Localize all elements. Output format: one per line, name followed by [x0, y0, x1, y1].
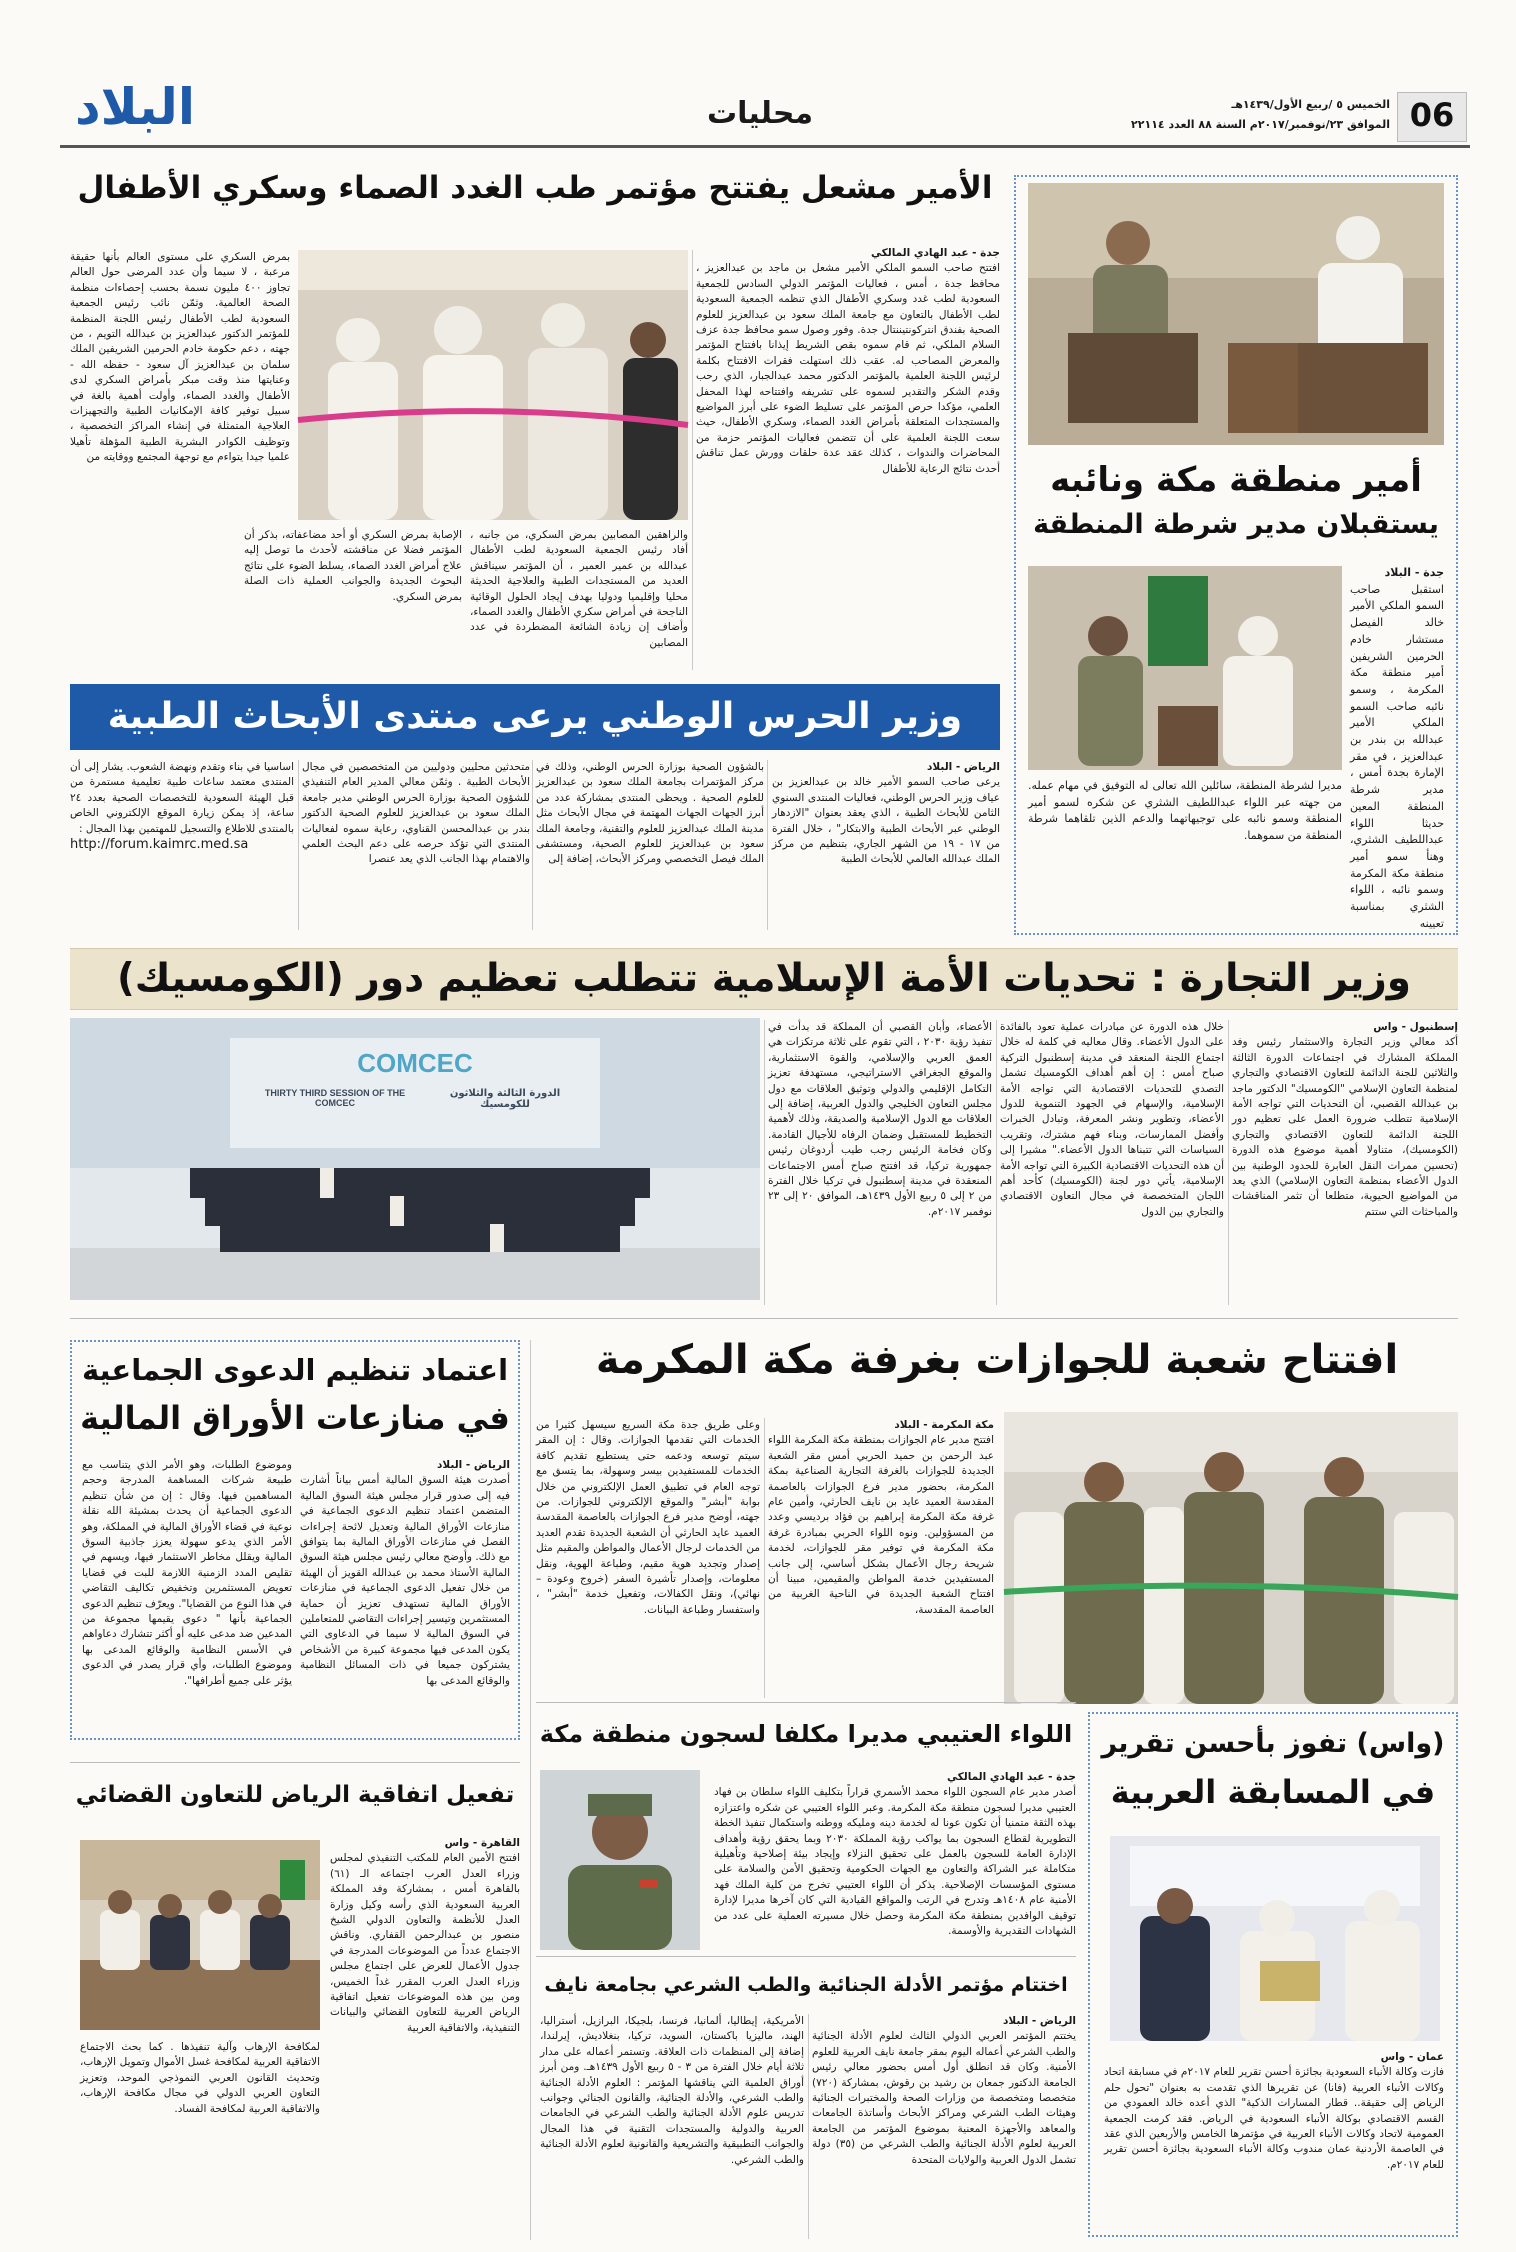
divider [808, 2014, 809, 2239]
judicial-col-1: القاهرة - واس افتتح الأمين العام للمكتب التنفيذي لمجلس وزراء العدل العرب اجتماعه الـ (٦١) بالقاهرة أمس ، بمشاركة وفد المملكة العربية السعودية الذي رأسه وكيل وزارة العدل للأنظمة والتعاون الدولي الشيخ منصور بن عبدالرحمن القفاري. وناقش الاجتماع عدداً من الموضوعات المدرجة في جدول الأعمال للعرض على اجتماع مجلس وزراء العدل العرب المقرر غداً الخميس، ومن بين هذه الموضوعات تفعيل اتفاقية الرياض العربية للتعاون القضائي والبيانات التنفيذية، والاتفاقية العربية [330, 1837, 520, 2034]
divider [1228, 1020, 1229, 1305]
section-rule [70, 1762, 520, 1763]
header-rule [60, 145, 1470, 148]
section-rule [536, 1956, 1076, 1957]
section-rule [70, 1318, 1458, 1319]
endocrine-dateline: جدة - عبد الهادي المالكي [871, 247, 1000, 259]
prisons-dateline: جدة - عبد الهادي المالكي [947, 1771, 1076, 1783]
was-award-headline-2: في المسابقة العربية [1110, 1773, 1436, 1811]
prisons-portrait-photo [540, 1770, 700, 1950]
was-award-body: عمان - واس فازت وكالة الأنباء السعودية بجائزة أحسن تقرير للعام ٢٠١٧م في مسابقة اتحاد وكالات الأنباء العربية (فانا) عن تقريرها الذي تقدمت به بعنوان "تحول حلم الرياض إلى حقيقة.. قطار المسارات الذكية" الذي أعده خالد العمودي من القسم الاقتصادي بوكالة الأنباء السعودية في الرياض. فقد كرمت الجمعية العمومية لاتحاد وكالات الأنباء العربية في مؤتمرها الخامس والأربعين الذي عقد في العاصمة الأردنية عمان مندوب وكالة الأنباء السعودية بجائزة أحسن تقرير للعام ٢٠١٧م. [1104, 2051, 1444, 2171]
passports-dateline: مكة المكرمة - البلاد [894, 1419, 994, 1431]
endocrine-col-3: الإصابة بمرض السكري أو أحد مضاعفاته، بذكر أن المؤتمر فضلا عن مناقشته لأحدث ما توصل إليه علاج أمراض الغدد الصماء، يسلط الضوء على نتائج البحوث الجديدة والجوانب العملية ذات الصلة بمرض السكري. [244, 529, 462, 603]
was-award-photo [1110, 1836, 1440, 2041]
divider [532, 760, 533, 930]
collective-lawsuit-col-1: الرياض - البلاد أصدرت هيئة السوق المالية أمس بياناً أشارت فيه إلى صدور قرار مجلس هيئة السوق المالية المتضمن اعتماد تنظيم الدعوى الجماعية في منازعات الأوراق المالية وتعديل لائحة إجراءات الفصل في منازعات الأوراق المالية بما يتوافق مع ذلك. وأوضح معالي رئيس مجلس هيئة السوق المالية الأستاذ محمد بن عبدالله القويز أن الهيئة من خلال تفعيل الدعوى الجماعية في منازعات الأوراق المالية تستهدف تعزيز أن حماية المستثمرين وتيسير إجراءات التقاضي للمتعاملين في السوق المالية لا سيما في الدعاوى التي يكون المدعى فيها مجموعة كبيرة من الأشخاص يشتركون جميعا في ذات المسائل النظامية والوقائع المدعى بها [300, 1459, 510, 1687]
endocrine-col-1: جدة - عبد الهادي المالكي افتتح صاحب السمو الملكي الأمير مشعل بن ماجد بن عبدالعزيز ، محافظ جدة ، أمس ، فعاليات المؤتمر الدولي السادس للجمعية السعودية لطب غدد وسكري الأطفال الذي تنظمه الجمعية السعودية لطب الأطفال بالتعاون مع جامعة الملك سعود بن عبدالعزيز للعلوم الصحية بفندق انتركونتيننتال جدة. وفور وصول سمو محافظ جدة عزف السلام الملكي، ثم قام سموه بقص الشريط إيذانا بافتتاح المؤتمر والمعرض المصاحب له. عقب ذلك استهلت فقرات الافتتاح بكلمة لرئيس اللجنة العلمية بالمؤتمر الدكتور محمد عبدالجبار، الذي رحب وقدم الشكر والتقدير لسموه على تشريفه وافتتاحه لهذا المحفل العلمي، مؤكدا حرص المؤتمر على تسليط الضوء على أبرز المواضيع والمستجدات المتعلقة بأمراض الغدد الصماء، وسكري الأطفال، حيث سعت اللجنة العلمية على أن تتضمن فعاليات المؤتمر حزمة من المحاضرات والندوات ، كذلك عقد عدة حلقات وورش عمل تناقش أحدث نتائج الرعاية للأطفال [696, 247, 1000, 475]
national-guard-headline: وزير الحرس الوطني يرعى منتدى الأبحاث الطبية [107, 696, 963, 737]
national-guard-dateline: الرياض - البلاد [927, 761, 1000, 773]
was-award-dateline: عمان - واس [1380, 2051, 1444, 2063]
national-guard-col-2: بالشؤون الصحية بوزارة الحرس الوطني، وذلك في مركز المؤتمرات بجامعة الملك سعود بن عبدالعزيز للعلوم الصحية . ويحظى المنتدى بمشاركة عدد من أبرز الجهات الجهات المهتمة في مجال الأبحاث مثل مدينة الملك عبدالعزيز للعلوم والتقنية، وجامعة الملك سعود بن عبدالعزيز للعلوم الصحية، ومستشفى الملك فيصل التخصصي ومركز الأبحاث، إضافة إلى [536, 761, 764, 866]
judicial-meeting-figures [80, 1840, 320, 2030]
police-chief-photo [1028, 566, 1342, 770]
passports-col-1: مكة المكرمة - البلاد افتتح مدير عام الجوازات بمنطقة مكة المكرمة اللواء عبد الرحمن بن حميد الحربي أمس مقر الشعبة الجديدة للجوازات بالغرفة التجارية الصناعية بمكة المكرمة، بحضور مدير فرع الجوازات بالعاصمة المقدسة العميد عايد بن نايف الحارثي، وأمين عام غرفة مكة المكرمة إبراهيم بن فؤاد برديسي وعدد من المسؤولين. ونوه اللواء الحربي بمبادرة غرفة مكة المكرمة في توفير مقر للجوازات، لخدمة شريحة رجال الأعمال بشكل أساسي، إلى جانب المستفيدين خدمة المواطن والمقيمين، مبينا أن افتتاح الشعبة الجديدة في الناحية الغربية من العاصمة المقدسة، [767, 1419, 994, 1616]
forum-url[interactable]: http://forum.kaimrc.med.sa [70, 837, 249, 853]
passports-col-2: وعلى طريق جدة مكة السريع سيسهل كثيرا من الخدمات التي تقدمها الجوازات. وقال : إن المقر سيتم توسعه ودعمه حتى يستطيع تقديم كافة الخدمات للمستفيدين بيسر وسهولة، بما يتسق مع توجه العام في تطبيق العمل الإلكتروني من خلال بوابة "أبشر" والموقع الإلكتروني للجوازات. من جهته، أوضح مدير فرع الجوازات بالعاصمة المقدسة العميد عايد الحارثي أن الشعبة الجديدة تقدم العديد من الخدمات لرجال الأعمال والمواطن والمقيم مثل إصدار وتجديد هوية مقيم، وطباعة الهوية، ونقل معلومات، وإصدار تأشيرة السفر (خروج وعودة – نهائي)، ونقل الكفالات، وتفعيل خدمة "أبشر" ، واستفسار وطباعة البيانات. [536, 1419, 760, 1616]
judicial-col-2: لمكافحة الإرهاب وآلية تنفيذها . كما بحث الاجتماع الاتفاقية العربية لمكافحة غسل الأموال وتمويل الإرهاب، وتحديث القانون العربي النموذجي الموحد، وتعزيز التعاون العربي الدولي في مجال مكافحة الإرهاب، والاتفاقية العربية لمكافحة الفساد. [80, 2041, 320, 2115]
comcec-session-text: THIRTY THIRD SESSION OF THE COMCEC [264, 1088, 406, 1108]
section-rule [536, 1702, 1076, 1703]
section-title: محليات [706, 96, 814, 131]
collective-lawsuit-dateline: الرياض - البلاد [437, 1459, 510, 1471]
comcec-logo-text: COMCEC [357, 1048, 473, 1078]
governor-meeting-figures [1028, 183, 1444, 445]
national-guard-col-1: الرياض - البلاد يرعى صاحب السمو الأمير خالد بن عبدالعزيز بن عياف وزير الحرس الوطني، فعاليات المنتدى السنوي الثامن للأبحاث الطبية ، الذي يعقد بعنوان "الازدهار الوطني عبر الأبحاث الطبية والابتكار" ، خلال الفترة من ١٧ - ١٩ من الشهر الجاري، بتنظيم من مركز الملك عبدالله العالمي للأبحاث الطبية [772, 761, 1000, 866]
passports-headline: افتتاح شعبة للجوازات بغرفة مكة المكرمة [595, 1337, 1399, 1383]
national-guard-col-3: متحدثين محليين ودوليين من المتخصصين في مجال الأبحاث الطبية . وثمّن معالي المدير العام التنفيذي للشؤون الصحية بوزارة الحرس الوطني مدير جامعة الملك سعود بن عبدالعزيز للعلوم الصحية الدكتور بندر بن عبدالمحسن القناوي، رعاية سموه لفعاليات المنتدى التي تؤكد حرصه على دعم البحث العلمي والاهتمام بهذا الجانب الذي يعد عنصرا [302, 761, 530, 866]
forensic-col-1: الرياض - البلاد يختتم المؤتمر العربي الدولي الثالث لعلوم الأدلة الجنائية والطب الشرعي أعماله اليوم بمقر جامعة نايف العربية للعلوم الأمنية. وكان قد انطلق أول أمس بحضور معالي رئيس الجامعة الدكتور جمعان بن رشيد بن رقوش، بمشاركة (٧٢٠) متخصصا ومتخصصة من وزارات الصحة والمختبرات الجنائية وهيئات الطب الشرعي ومراكز الأبحاث وأساتذة الجامعات والمعاهد والأجهزة المعنية بموضوع المؤتمر من الجامعة العربية لعلوم الأدلة الجنائية والطب الشرعي من (٣٥) دولة تشمل الدول العربية والولايات المتحدة [812, 2015, 1076, 2166]
police-chief-figures [1028, 566, 1342, 770]
was-award-figures [1110, 1836, 1440, 2041]
judicial-meeting-photo [80, 1840, 320, 2030]
commerce-col-1: إسطنبول - واس أكد معالي وزير التجارة والاستثمار رئيس وفد المملكة المشارك في اجتماعات الدورة الثالثة والثلاثين للجنة الدائمة للتعاون الاقتصادي والتجاري لمنظمة التعاون الإسلامي "الكومسيك" الدكتور ماجد بن عبدالله القصبي، أن التحديات التي تواجه الأمة الإسلامية تتطلب ضرورة العمل على تعظيم دور اللجنة الدائمة للتعاون الاقتصادي والتجاري (الكومسيك)، متناولا أهمية موضوع هذه الدورة (تحسين ممرات النقل العابرة للحدود الوطنية بين الدول الأعضاء بمنظمة التعاون الإسلامي) الذي يعد من المواضيع الحيوية، متطلعا أن تثمر المناقشات والمباحثات التي ستتم [1232, 1021, 1458, 1218]
page-number: 06 [1409, 96, 1455, 134]
commerce-headline: وزير التجارة : تحديات الأمة الإسلامية تتطلب تعظيم دور (الكومسيك) [116, 956, 1412, 1001]
passports-opening-figures [1004, 1412, 1458, 1704]
divider [996, 1020, 997, 1305]
ribbon-cutting-figures [298, 250, 688, 520]
comcec-session-text-ar: الدورة الثالثة والثلاثون للكومسيك [449, 1088, 561, 1110]
governor-body-right: جدة - البلاد استقبل صاحب السمو الملكي الأمير خالد الفيصل مستشار خادم الحرمين الشريفين أمير منطقة مكة المكرمة ، وسمو نائبه صاحب السمو الملكي الأمير عبدالله بن بندر بن عبدالعزيز ، في مقر الإمارة بجدة أمس ، مدير شرطة المنطقة المعين حديثا اللواء عبداللطيف الشثري، وهنأ سمو أمير منطقة مكة المكرمة وسمو نائبه ، اللواء الشثري بمناسبة تعيينه [1350, 566, 1444, 930]
newspaper-logo[interactable]: البلاد [75, 78, 195, 136]
ribbon-cutting-photo [298, 250, 688, 520]
comcec-group-photo [70, 1018, 760, 1300]
commerce-col-2: خلال هذه الدورة عن مبادرات عملية تعود بالفائدة على الدول الأعضاء. وقال معاليه في كلمة له خلال اجتماع اللجنة المنعقد في مدينة إسطنبول التركية صباح أمس : إن أهم أهداف الكومسيك تشمل التصدي للتحديات الاقتصادية التي تواجه الأمة الإسلامية، والإسهام في الجهود التنموية للدول الأعضاء، وتطوير ونشر المعرفة، وتبادل الخبرات وأفضل الممارسات، وبناء فهم مشترك، وتقريب السياسات التي تتبناها الدول الأعضاء." مشيرا إلى أن هذه التحديات الاقتصادية الكبيرة التي تواجه الأمة الإسلامية، يأتي دور لجنة (الكومسيك) كأحد أهم اللجان المتخصصة في مجال التعاون الاقتصادي والتجاري بين الدول [1000, 1021, 1224, 1218]
divider [692, 250, 693, 670]
prisons-headline: اللواء العتيبي مديرا مكلفا لسجون منطقة مكة [539, 1720, 1073, 1748]
prisons-body: جدة - عبد الهادي المالكي أصدر مدير عام السجون اللواء محمد الأسمري قراراً بتكليف اللواء سلطان بن فهاد العتيبي مديرا لسجون منطقة مكة المكرمة. وعبر اللواء العتيبي عن شكره واعتزازه بهذه الثقة متمنيا أن تكون عونا له لخدمة دينه ومليكه ووطنه واستكمال تنفيذ الخطة التطويرية لقطاع السجون بما يواكب رؤية المملكة ٢٠٣٠ وبما يحقق رؤية وأهداف الإدارة العامة للسجون بالعمل على تحقيق النزلاء وإيجاد بيئة إصلاحية وتأهيلية متكاملة عبر الشراكة والتعاون مع الجهات الحكومية وتحقيق الأمن والسلامة على مستوى المؤسسات الإصلاحية. يذكر أن اللواء العتيبي تخرج من كلية الملك فهد الأمنية عام ١٤٠٨هـ وتدرج في الرتب والمواقع القيادية التي كان آخرها مديرا لإدارة توقيف الوافدين بمنطقة مكة المكرمة وحصل خلال مسيرته العملية على عدد من الشهادات التقديرية والأوسمة. [714, 1771, 1076, 1938]
endocrine-col-4: بمرض السكري على مستوى العالم بأنها حقيقة مرعبة ، لا سيما وأن عدد المرضى حول العالم تجاوز ٤٠٠ مليون نسمة بحسب إحصاءات منظمة الصحة العالمية. وثمّن نائب رئيس الجمعية السعودية لطب الأطفال رئيس اللجنة المنظمة للمؤتمر الدكتور عبدالعزيز بن عبدالله التويم ، من جهته ، دعم حكومة خادم الحرمين الشريفين الملك سلمان بن عبدالعزيز آل سعود - حفظه الله - وعنايتها منذ وقت مبكر بأمراض السكري لدى الأطفال والغدد الصماء، وأولت أهمية بالغة في سبيل توفير كافة الإمكانيات الطبية والتجهيزات العلاجية المتمثلة في إنشاء المراكز التخصصية ، وتوظيف الكوادر البشرية الطبية المؤهلة تأهيلا علميا جيدا يتواءم مع توجهة المجتمع ووقايته من [70, 251, 290, 464]
collective-lawsuit-col-2: وموضوع الطلبات، وهو الأمر الذي يتناسب مع طبيعة شركات المساهمة المدرجة وحجم المساهمين فيها. وقال : إن من شأن تنظيم الدعوى الجماعية أن يحدث بمشيئة الله نقلة نوعية في قضاء الأوراق المالية في المملكة، وهو الأمر الذي يدعو سهولة يعزز جاذبية السوق المالية ويقلل مخاطر الاستثمار فيها، ويسهم في تقليص المدد الزمنية اللازمة للبت في قضايا تعويض المستثمرين وتخفيض تكاليف التقاضي في هذا النوع من القضايا". ويعرّف تنظيم الدعوى الجماعية بأنها " دعوى يقيمها مجموعة من المدعين ضد مدعى عليه أو أكثر تتشارك دعاواهم في الأسس النظامية والوقائع المدعى بها وموضوع الطلبات، وأي قرار يصدر في الدعوى يؤثر على جميع أطرافها". [82, 1459, 292, 1687]
page-header [0, 0, 1516, 148]
header-date-hijri: الخميس ٥ /ربيع الأول/١٤٣٩هـ [1231, 98, 1390, 111]
commerce-col-3: الأعضاء، وأبان القصبي أن المملكة قد بدأت في تنفيذ رؤية ٢٠٣٠ ، التي تقوم على ثلاثة مرتكزات هي العمق العربي والإسلامي، والقوة الاستثمارية، والموقع الجغرافي الاستراتيجي، مستهدفة تعزيز التكامل الإقليمي والدولي وتوثيق العلاقات مع دول مجلس التعاون الخليجي والدول العربية، إضافة إلى العلاقات مع الدول الإسلامية والصديقة، وذلك لأهمية التخطيط للمستقبل وضمان الرفاه للأجيال القادمة. وكان فخامة الرئيس رجب طيب أردوغان رئيس جمهورية تركيا، قد افتتح صباح أمس الاجتماعات المنعقدة في مدينة إسطنبول في تركيا خلال الفترة من ٢ إلى ٥ ربيع الأول ١٤٣٩هـ، الموافق ٢٠ إلى ٢٣ نوفمبر ٢٠١٧م. [768, 1021, 992, 1218]
collective-lawsuit-headline-1: اعتماد تنظيم الدعوى الجماعية [81, 1353, 509, 1387]
story-endocrine-headline: الأمير مشعل يفتتح مؤتمر طب الغدد الصماء وسكري الأطفال [77, 170, 993, 206]
governor-body-bottom: مديرا لشرطة المنطقة، سائلين الله تعالى له التوفيق في مهام عمله. من جهته عبر اللواء عبداللطيف الشثري عن شكره لسمو أمير المنطقة وسمو نائبه على توجيهاتهما والدعم الذين تلقاهما شرطة المنطقة من سموهما. [1028, 779, 1342, 842]
national-guard-col-4: اساسيا في بناء وتقدم ونهضة الشعوب. يشار إلى أن المنتدى معتمد ساعات طبية تعليمية مستمرة من قبل الهيئة السعودية للتخصصات الصحية بعدد ٢٤ ساعة، إذ يمكن زيارة الموقع الإلكتروني الخاص بالمنتدى للاطلاع والتسجيل للمهتمين بهذا المجال : http://forum.kaimrc.med.sa [70, 761, 294, 853]
divider [764, 1020, 765, 1305]
endocrine-col-2: والراهقين المصابين بمرض السكري، من جانبه ، أفاد رئيس الجمعية السعودية لطب الأطفال عبدالله بن عمير العمير ، أن المؤتمر سيناقش العديد من المستجدات الطبية والعلاجية الحديثة محليا وإقليميا ودوليا بهدف إيجاد الحلول الوقائية الناجحة في أمراض سكري الأطفال والغدد الصماء، وأضاف إن زيادة الشائعة المضطردة في عدد المصابين [470, 529, 688, 649]
collective-lawsuit-headline-2: في منازعات الأوراق المالية [80, 1399, 510, 1437]
divider [298, 760, 299, 930]
passports-opening-photo [1004, 1412, 1458, 1704]
governor-dateline: جدة - البلاد [1384, 566, 1444, 579]
forensic-dateline: الرياض - البلاد [1003, 2015, 1076, 2027]
divider [530, 1340, 531, 2240]
divider [767, 760, 768, 930]
governor-headline-2: يستقبلان مدير شرطة المنطقة [1033, 509, 1439, 540]
divider [764, 1418, 765, 1698]
governor-meeting-photo [1028, 183, 1444, 445]
commerce-dateline: إسطنبول - واس [1373, 1021, 1458, 1033]
judicial-headline: تفعيل اتفاقية الرياض للتعاون القضائي [75, 1782, 515, 1808]
forensic-headline: اختتام مؤتمر الأدلة الجنائية والطب الشرعي بجامعة نايف [544, 1974, 1068, 1996]
governor-headline-1: أمير منطقة مكة ونائبه [1050, 460, 1422, 500]
prisons-portrait-figure [540, 1770, 700, 1950]
was-award-headline-1: (واس) تفوز بأحسن تقرير [1101, 1728, 1445, 1759]
forensic-col-2: الأمريكية، إيطاليا، ألمانيا، فرنسا، بلجيكا، البرازيل، أستراليا، الهند، ماليزيا باكستان، السويد، تركيا، بنغلاديش، إيرلندا، إضافة إلى المنظمات ذات العلاقة. وتستمر أعماله على مدار ثلاثة أيام خلال الفترة من ٣ - ٥ ربيع الأول ١٤٣٩هـ. ومن أبرز أوراق العلمية التي يناقشها المؤتمر : العلوم الأدلة الجنائية والطب الشرعي، والأدلة الجنائية، والقانون الجنائي وجوانب تدريس علوم الأدلة الجنائية والطب الشرعي في الجامعات العربية والدولية والمستجدات التقنية في هذا المجال والجوانب التطبيقية والتشريعية والقانونية لعلوم الأدلة الجنائية والطب الشرعي. [540, 2015, 804, 2166]
judicial-dateline: القاهرة - واس [444, 1837, 520, 1849]
header-date-gregorian: الموافق ٢٣/نوفمبر/٢٠١٧م السنة ٨٨ العدد ٢٢١١٤ [1131, 118, 1390, 131]
